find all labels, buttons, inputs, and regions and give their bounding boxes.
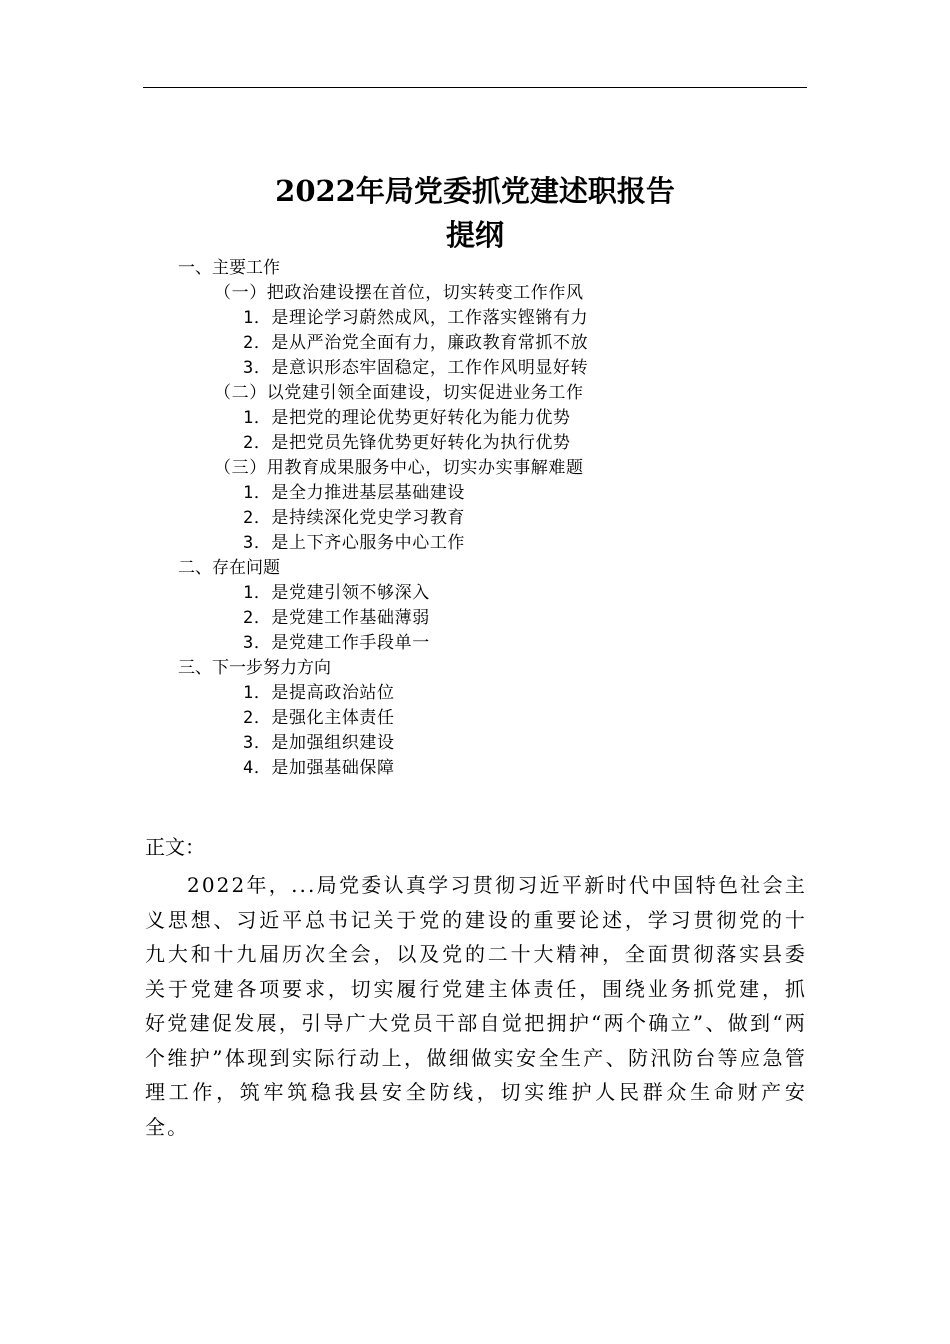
outline-item: 2．是把党员先锋优势更好转化为执行优势 [243, 433, 571, 453]
outline-item: 2．是持续深化党史学习教育 [243, 508, 466, 528]
outline-item: 2．是党建工作基础薄弱 [243, 608, 430, 628]
outline-heading-2: 二、存在问题 [178, 558, 280, 578]
body-label: 正文： [145, 835, 205, 859]
header-rule [143, 87, 807, 88]
outline-item: 3．是上下齐心服务中心工作 [243, 533, 466, 553]
outline-item: 2．是从严治党全面有力，廉政教育常抓不放 [243, 333, 589, 353]
outline-item: 1．是党建引领不够深入 [243, 583, 430, 603]
outline-subheading: （二）以党建引领全面建设，切实促进业务工作 [214, 383, 584, 403]
outline-item: 3．是加强组织建设 [243, 733, 395, 753]
outline-item: 1．是理论学习蔚然成风，工作落实铿锵有力 [243, 308, 589, 328]
outline-item: 2．是强化主体责任 [243, 708, 395, 728]
outline-item: 1．是提高政治站位 [243, 683, 395, 703]
outline-item: 1．是把党的理论优势更好转化为能力优势 [243, 408, 571, 428]
outline-item: 3．是意识形态牢固稳定，工作作风明显好转 [243, 358, 589, 378]
outline-item: 4．是加强基础保障 [243, 758, 395, 778]
document-title: 2022年局党委抓党建述职报告 [275, 174, 675, 208]
outline-heading-3: 三、下一步努力方向 [178, 658, 331, 678]
outline-heading-1: 一、主要工作 [178, 258, 280, 278]
outline-item: 3．是党建工作手段单一 [243, 633, 430, 653]
outline-subheading: （三）用教育成果服务中心，切实办实事解难题 [214, 458, 584, 478]
document-subtitle: 提纲 [445, 218, 504, 252]
outline-item: 1．是全力推进基层基础建设 [243, 483, 466, 503]
body-paragraph: 2022年，...局党委认真学习贯彻习近平新时代中国特色社会主义思想、习近平总书记关于党的建设的重要论述，学习贯彻党的十九大和十九届历次全会，以及党的二十大精神，全面贯彻落实县委关于党建各项要求，切实履行党建主体责任，围绕业务抓党建，抓好党建促发展，引导广大党员干部自觉把拥护“两个确立”、做到“两个维护”体现到实际行动上，做细做实安全生产、防汛防台等应急管理工作，筑牢筑稳我县安全防线，切实维护人民群众生命财产安全。 [145, 873, 807, 1139]
outline-subheading: （一）把政治建设摆在首位，切实转变工作作风 [214, 283, 584, 303]
